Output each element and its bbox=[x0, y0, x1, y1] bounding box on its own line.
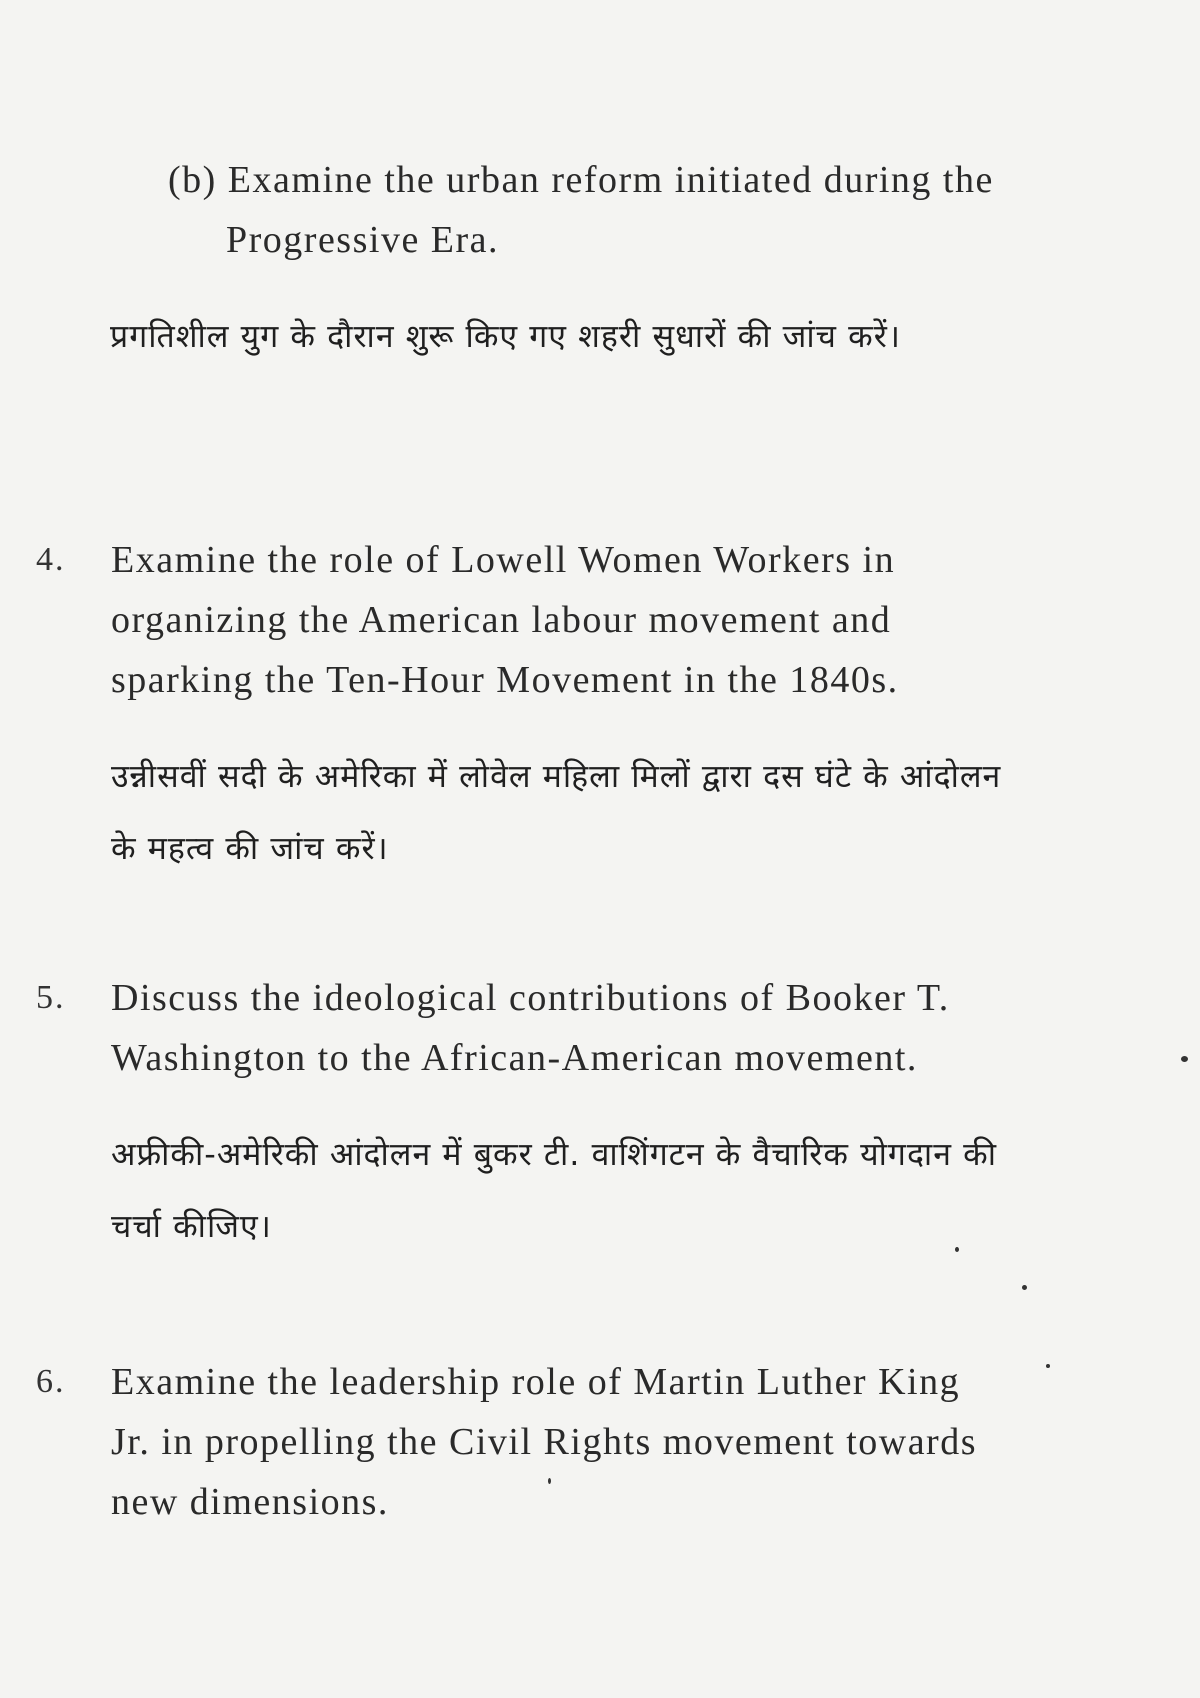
question-6-english: Examine the leadership role of Martin Luther King Jr. in propelling the Civil Rights movement towards new dimensions. bbox=[111, 1361, 978, 1523]
scan-speck bbox=[1181, 1056, 1188, 1062]
question-b-hindi: प्रगतिशील युग के दौरान शुरू किए गए शहरी सुधारों की जांच करें। bbox=[110, 317, 901, 355]
question-5 bbox=[36, 968, 1006, 1262]
question-5-hindi: अफ्रीकी-अमेरिकी आंदोलन में बुकर टी. वाशिंगटन के वैचारिक योगदान की चर्चा कीजिए। bbox=[111, 1135, 998, 1245]
question-4-hindi: उन्नीसवीं सदी के अमेरिका में लोवेल महिला मिलों द्वारा दस घंटे के आंदोलन के महत्व की जांच करें। bbox=[111, 757, 1002, 867]
question-6-number: 6. bbox=[36, 1363, 66, 1400]
question-4 bbox=[36, 530, 1006, 884]
scan-speck bbox=[548, 1478, 551, 1484]
question-b-english: (b) Examine the urban reform initiated during the Progressive Era. bbox=[168, 159, 994, 261]
question-4-english: Examine the role of Lowell Women Workers in organizing the American labour movement and sparking the Ten-Hour Movement in the 1840s. bbox=[111, 539, 899, 701]
question-5-number: 5. bbox=[36, 979, 66, 1016]
question-b bbox=[110, 150, 1008, 372]
scan-speck bbox=[1022, 1285, 1027, 1290]
scan-speck bbox=[1046, 1364, 1050, 1368]
scan-speck bbox=[955, 1247, 959, 1252]
question-6 bbox=[36, 1352, 1006, 1532]
question-4-number: 4. bbox=[36, 541, 66, 578]
question-5-english: Discuss the ideological contributions of Booker T. Washington to the African-American movement. bbox=[111, 977, 950, 1079]
